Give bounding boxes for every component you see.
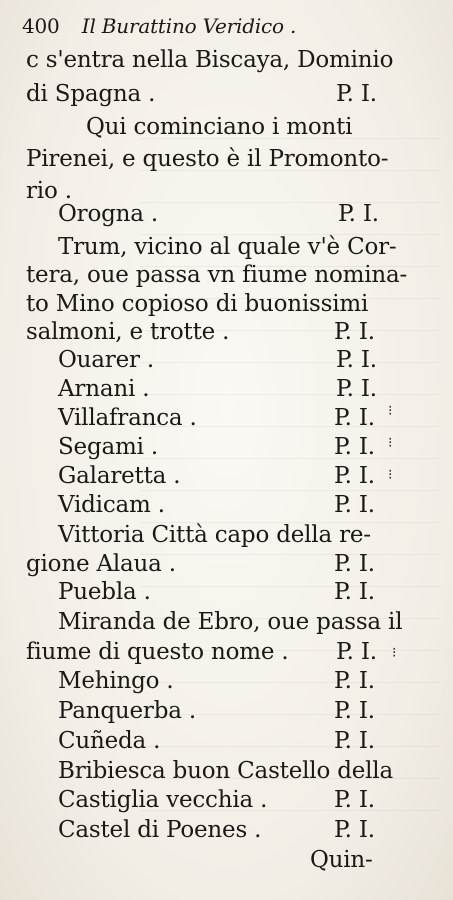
page-header	[22, 12, 296, 40]
text-line: Segami .	[58, 434, 158, 460]
page-reference: P. I.	[338, 201, 379, 227]
page-reference: P. I.	[336, 639, 377, 665]
running-title: Il Burattino Veridico .	[81, 14, 297, 38]
page-reference: P. I.	[334, 668, 375, 694]
bracket-ornament-icon: ⁝	[388, 467, 393, 483]
text-line: rio .	[26, 178, 72, 204]
bracket-ornament-icon: ⁝	[388, 403, 393, 419]
page-reference: P. I.	[334, 434, 375, 460]
text-line: Miranda de Ebro, oue passa il	[58, 609, 403, 635]
text-line: Mehingo .	[58, 668, 174, 694]
page-reference: P. I.	[334, 492, 375, 518]
page-reference: P. I.	[334, 728, 375, 754]
text-line: Pirenei, e questo è il Promonto-	[26, 146, 389, 172]
text-line: Orogna .	[58, 201, 158, 227]
text-line: to Mino copioso di buonissimi	[26, 291, 369, 317]
text-line: Vidicam .	[58, 492, 165, 518]
text-line: Bribiesca buon Castello della	[58, 758, 393, 784]
text-line: salmoni, e trotte .	[26, 319, 230, 345]
text-line: di Spagna .	[26, 81, 156, 107]
text-line: Ouarer .	[58, 347, 155, 373]
text-line: tera, oue passa vn fiume nomina-	[26, 262, 408, 288]
catchword: Quin-	[310, 847, 373, 873]
text-line: Galaretta .	[58, 463, 181, 489]
page-reference: P. I.	[334, 551, 375, 577]
page-number: 400	[22, 14, 60, 38]
text-line: Cuñeda .	[58, 728, 161, 754]
text-line: Castiglia vecchia .	[58, 787, 268, 813]
page-reference: P. I.	[334, 579, 375, 605]
page-reference: P. I.	[336, 347, 377, 373]
text-line: Panquerba .	[58, 698, 196, 724]
page-reference: P. I.	[334, 319, 375, 345]
text-line: Qui cominciano i monti	[86, 114, 353, 140]
bracket-ornament-icon: ⁝	[392, 645, 397, 661]
text-line: Castel di Poenes .	[58, 817, 262, 843]
page-reference: P. I.	[334, 787, 375, 813]
text-line: Arnani .	[58, 376, 150, 402]
text-line: Puebla .	[58, 579, 151, 605]
page-reference: P. I.	[336, 376, 377, 402]
text-line: Trum, vicino al quale v'è Cor-	[58, 234, 397, 260]
page-reference: P. I.	[334, 463, 375, 489]
page-reference: P. I.	[334, 698, 375, 724]
text-line: gione Alaua .	[26, 551, 176, 577]
text-line: Vittoria Città capo della re-	[58, 522, 371, 548]
text-line: c s'entra nella Biscaya, Dominio	[26, 47, 394, 73]
text-line: fiume di questo nome .	[26, 639, 289, 665]
page-reference: P. I.	[336, 81, 377, 107]
page-reference: P. I.	[334, 817, 375, 843]
text-line: Villafranca .	[58, 405, 197, 431]
bracket-ornament-icon: ⁝	[388, 435, 393, 451]
page-reference: P. I.	[334, 405, 375, 431]
